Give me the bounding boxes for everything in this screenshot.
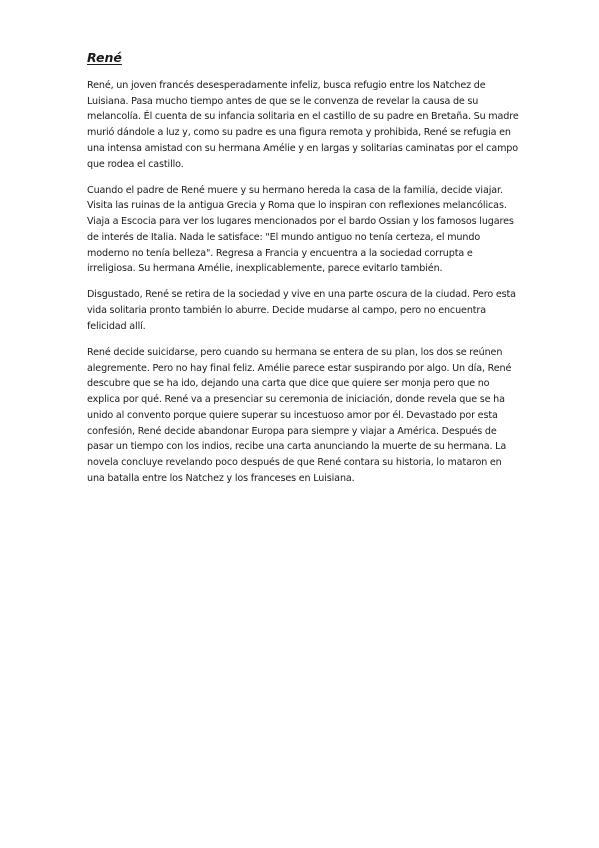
paragraph-4: René decide suicidarse, pero cuando su hermana se entera de su plan, los dos se reúnen alegremente. Pero no hay final feliz. Amélie parece estar suspirando por algo. Un día, René descubre que se ha ido, dejando una carta que dice que quiere ser monja pero que no explica por qué. René va a presenciar su ceremonia de iniciación, donde revela que se ha unido al convento porque quiere superar su incestuoso amor por él. Devastado por esta confesión, René decide abandonar Europa para siempre y viajar a América. Después de pasar un tiempo con los indios, recibe una carta anunciando la muerte de su hermana. La novela concluye revelando poco después de que René contara su historia, lo mataron en una batalla entre los Natchez y los franceses en Luisiana. xyxy=(87,347,512,484)
paragraph-1: René, un joven francés desesperadamente infeliz, busca refugio entre los Natchez de Luisiana. Pasa mucho tiempo antes de que se le convenza de revelar la causa de su melancolía. Él cuenta de su infancia solitaria en el castillo de su padre en Bretaña. Su madre murió dándole a luz y, como su padre es una figura remota y prohibida, René se refugia en una intensa amistad con su hermana Amélie y en largas y solitarias caminatas por el campo que rodea el castillo. xyxy=(87,80,519,170)
paragraph-2: Cuando el padre de René muere y su hermano hereda la casa de la familia, decide viajar. Visita las ruinas de la antigua Grecia y Roma que lo inspiran con reflexiones melancólicas. Viaja a Escocia para ver los lugares mencionados por el bardo Ossian y los famosos lugares de interés de Italia. Nada le satisface: "El mundo antiguo no tenía certeza, el mundo moderno no tenía belleza". Regresa a Francia y encuentra a la sociedad corrupta e irreligiosa. Su hermana Amélie, inexplicablemente, parece evitarlo también. xyxy=(87,184,514,275)
paragraph-3: Disgustado, René se retira de la sociedad y vive en una parte oscura de la ciudad. Pero esta vida solitaria pronto también lo aburre. Decide mudarse al campo, pero no encuentra felicidad allí. xyxy=(87,289,516,332)
document-page xyxy=(87,50,519,497)
document-title: René xyxy=(87,50,122,65)
